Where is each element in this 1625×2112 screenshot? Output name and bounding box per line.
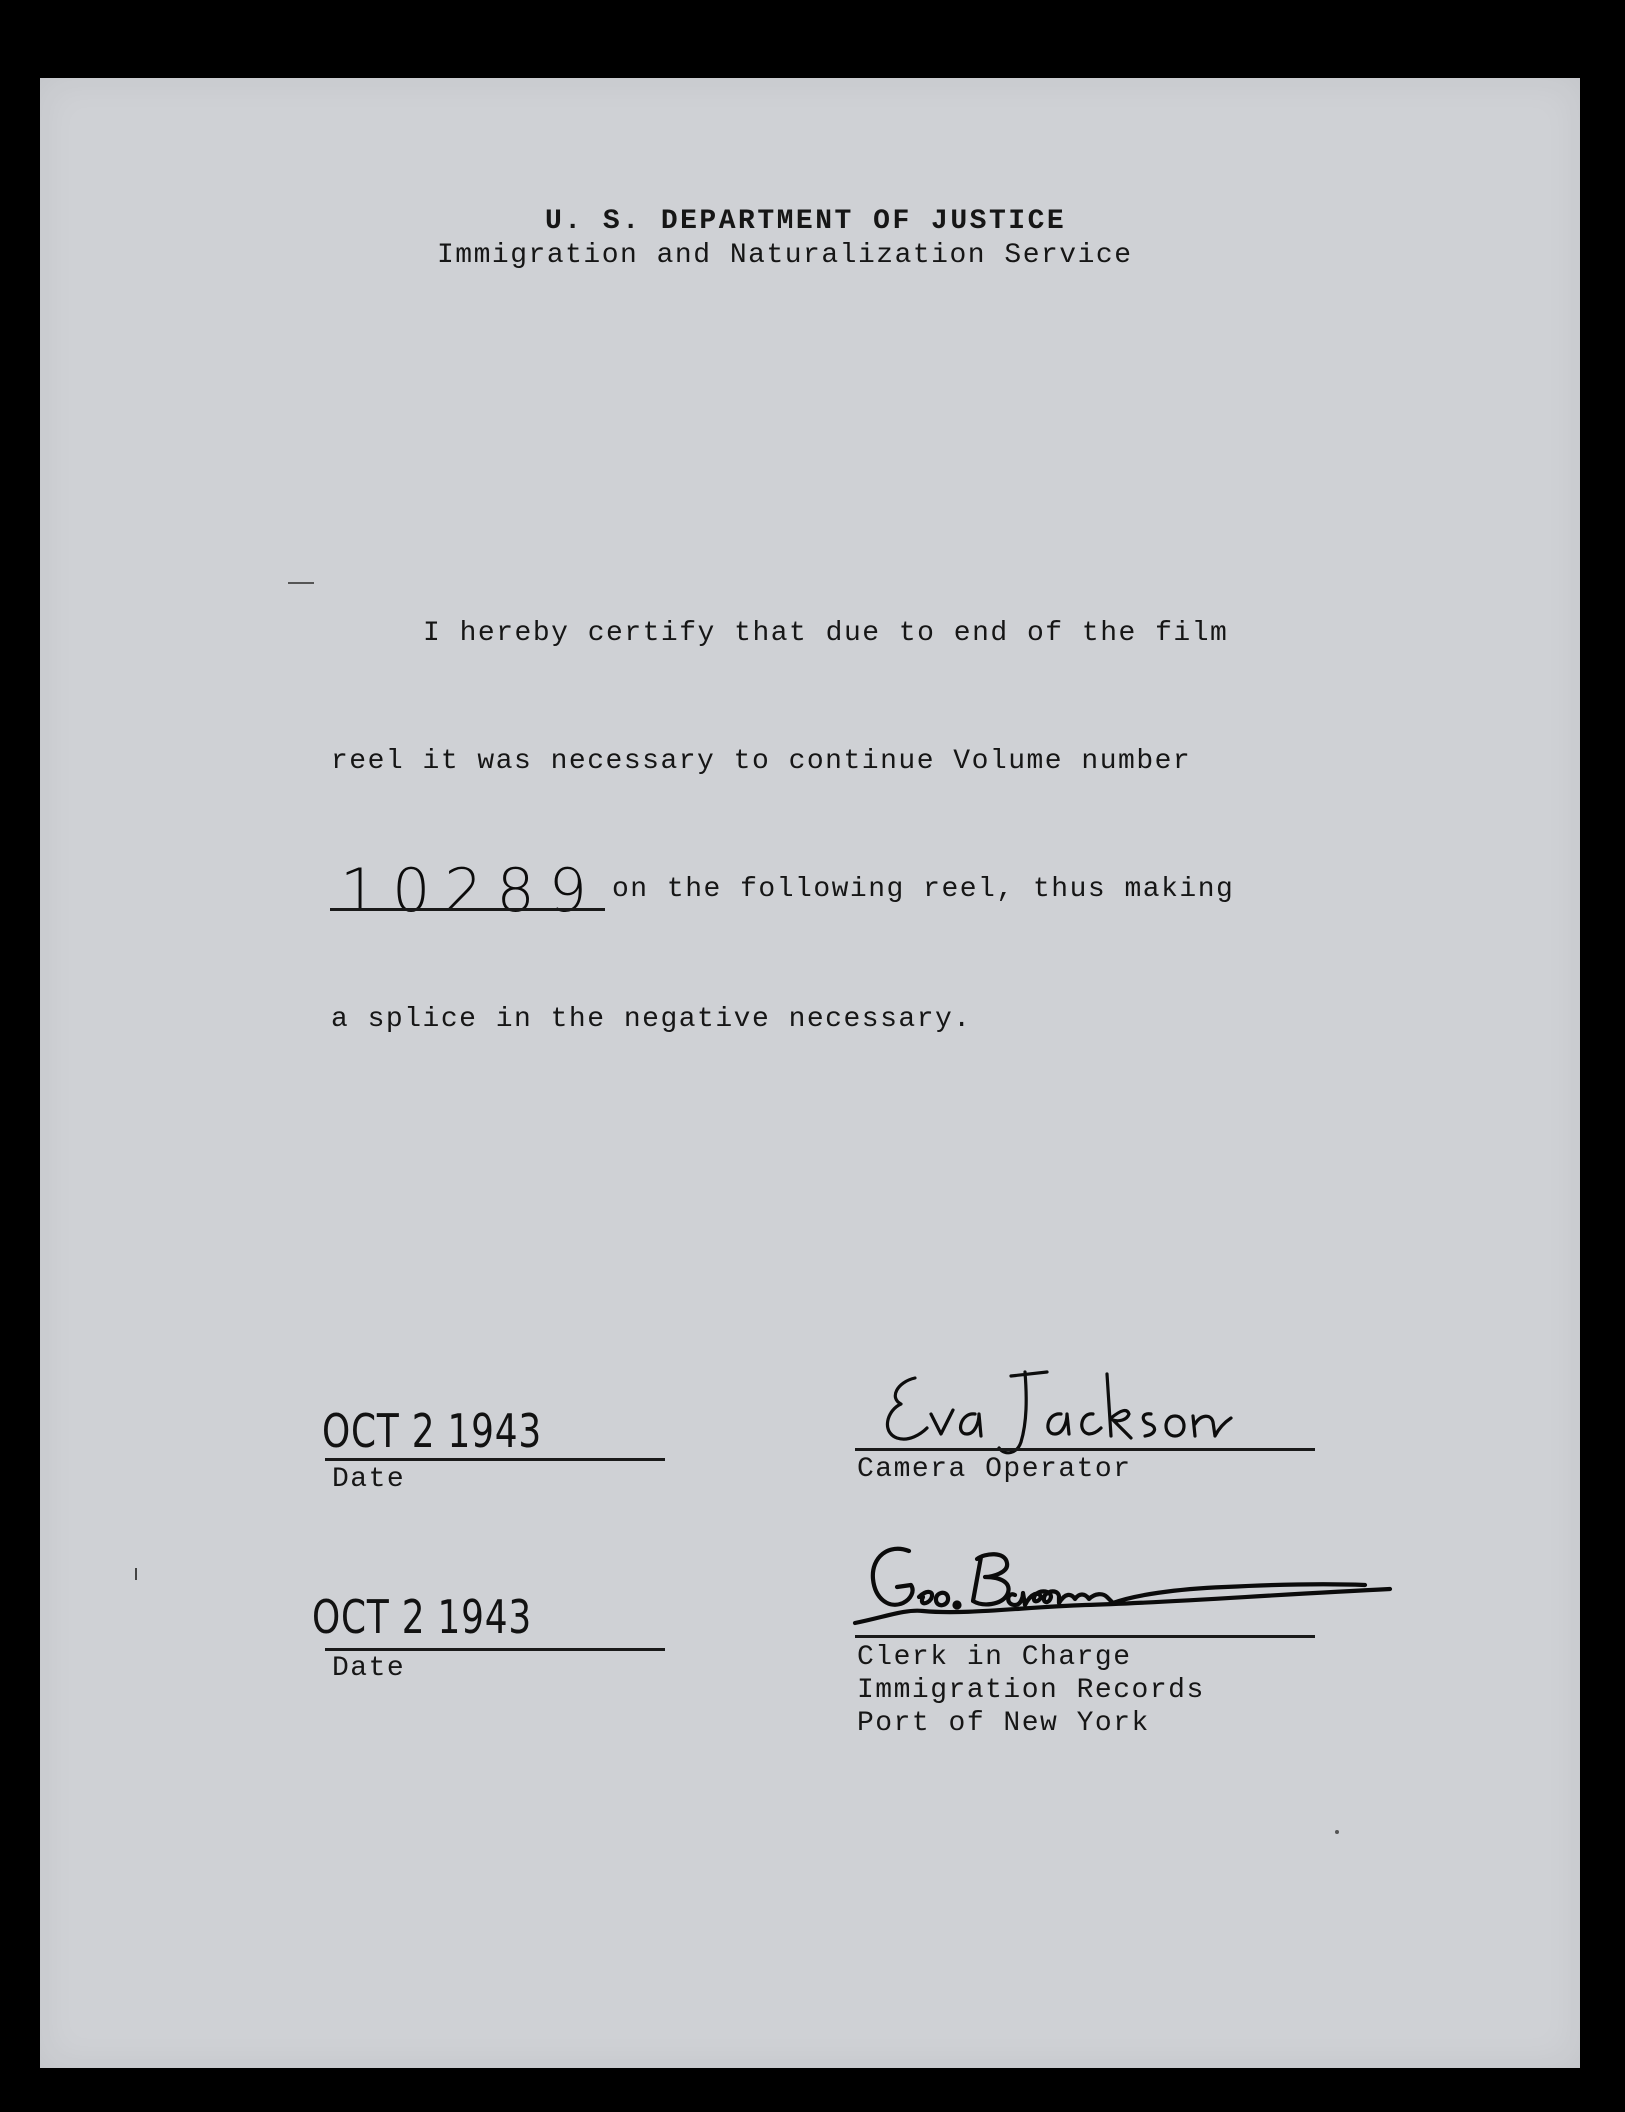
clerk-signature-line (855, 1635, 1315, 1638)
volume-number-handwritten: 10289 (340, 856, 601, 926)
clerk-title: Clerk in Charge (857, 1642, 1132, 1673)
date-stamp-1: OCT 2 1943 (322, 1404, 542, 1458)
department-heading: U. S. DEPARTMENT OF JUSTICE (545, 206, 1067, 237)
certification-line-4: a splice in the negative necessary. (331, 1004, 972, 1035)
date-line-2 (325, 1648, 665, 1651)
operator-signature (875, 1358, 1295, 1468)
document-page (40, 78, 1580, 2068)
volume-number-underline (330, 908, 605, 911)
operator-label: Camera Operator (857, 1454, 1132, 1485)
operator-signature-line (855, 1448, 1315, 1451)
date-line-1 (325, 1458, 665, 1461)
stray-mark (135, 1568, 137, 1580)
clerk-signature (845, 1533, 1405, 1643)
service-subheading: Immigration and Naturalization Service (437, 240, 1133, 271)
certification-line-3: on the following reel, thus making (612, 874, 1235, 905)
date-label-2: Date (332, 1653, 406, 1684)
stray-mark (288, 582, 314, 584)
clerk-office: Immigration Records (857, 1675, 1205, 1706)
clerk-port: Port of New York (857, 1708, 1150, 1739)
date-label-1: Date (332, 1464, 406, 1495)
date-stamp-2: OCT 2 1943 (312, 1590, 532, 1644)
stray-mark (1335, 1830, 1339, 1834)
certification-line-1: I hereby certify that due to end of the film (423, 618, 1229, 649)
certification-line-2: reel it was necessary to continue Volume number (331, 746, 1192, 777)
